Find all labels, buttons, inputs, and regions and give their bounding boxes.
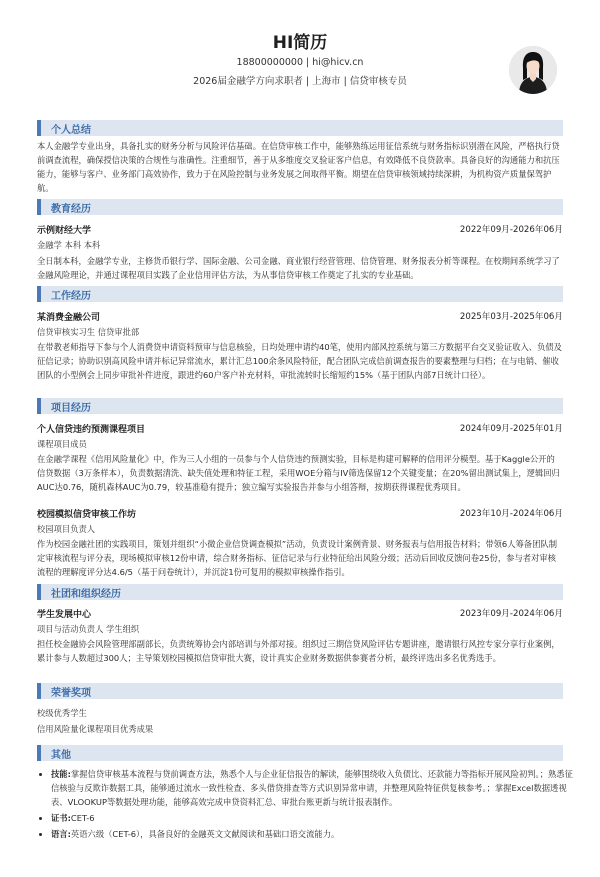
other-item-skills — [51, 767, 577, 809]
contact-line: 18800000000 | hi@hicv.cn — [236, 57, 364, 68]
other-item-certificates — [51, 811, 577, 825]
section-projects-header — [37, 398, 563, 414]
project-description: 在金融学课程《信用风险量化》中，作为三人小组的一员参与个人信贷违约预测实验，目标是构建可解释的信用评分模型。基于Kaggle公开的信贷数据（3万条样本），负责数据清洗、缺失值处理和特征工程，采用WOE分箱与IV筛选保留12个关键变量；在20%留出测试集上，逻辑回归AUC达0.76，随机森林AUC为0.79，较基准稳有提升；独立编写实验报告并参与小组答辩，按期获得课程优秀项目。 — [37, 454, 560, 492]
other-list — [37, 767, 577, 843]
section-title: 工作经历 — [51, 291, 91, 302]
section-other-header — [37, 745, 563, 761]
org-name: 学生发展中心 — [37, 610, 92, 620]
education-description: 全日制本科，金融学专业，主修货币银行学、国际金融、公司金融、商业银行经营管理、信贷管理、财务报表分析等课程。在校期间系统学习了金融风险理论，并通过课程项目实践了企业信用评估方法，为从事信贷审核工作奠定了扎实的专业基础。 — [37, 256, 560, 280]
work-company: 某消费金融公司 — [37, 313, 101, 323]
other-text: 英语六级（CET-6），具备良好的金融英文文献阅读和基础口语交流能力。 — [70, 829, 340, 839]
section-accent — [37, 683, 41, 699]
other-text: 掌握信贷审核基本流程与贷前调查方法，熟悉个人与企业征信报告的解读，能够围绕收入负债比、还款能力等指标开展风险初判。；熟悉征信核验与反欺诈数据工具，能够通过流水一致性检查、多头借贷排查等方式识别异常申请，并整理风险特征供复核参考。；掌握Excel数据透视表、VLOOKUP等数据处理功能，能够高效完成申贷资料汇总、审批台账更新与统计报表制作。 — [51, 769, 573, 807]
section-awards-header — [37, 683, 563, 699]
other-item-languages — [51, 827, 577, 841]
section-accent — [37, 398, 41, 414]
section-title: 其他 — [51, 750, 71, 761]
award-item: 校级优秀学生 — [37, 708, 87, 718]
award-item: 信用风险量化课程项目优秀成果 — [37, 724, 154, 734]
section-title: 荣誉奖项 — [51, 688, 91, 699]
project-name: 个人信贷违约预测课程项目 — [37, 425, 146, 435]
education-degree: 金融学 本科 本科 — [37, 240, 101, 250]
work-role: 信贷审核实习生 信贷审批部 — [37, 327, 140, 337]
section-accent — [37, 120, 41, 136]
project-description: 作为校园金融社团的实践项目，策划并组织“小微企业信贷调查模拟”活动，负责设计案例背景、财务报表与信用报告材料；带领6人筹备团队制定审核流程与评分表，现场模拟审核12份申请，综合财务指标、征信记录与行业特征给出风险分级；活动后回收反馈问卷25份，参与者对审核流程的理解度评分达4.6/5（基于问卷统计），并沉淀1份可复用的模拟审核操作指引。 — [37, 539, 557, 577]
other-text: CET-6 — [70, 813, 95, 823]
project-role: 课程项目成员 — [37, 439, 87, 449]
project-date: 2023年10月-2024年06月 — [459, 509, 563, 519]
section-work-header — [37, 286, 563, 302]
resume-header — [0, 0, 600, 118]
education-date: 2022年09月-2026年06月 — [459, 225, 563, 235]
project-date: 2024年09月-2025年01月 — [459, 424, 563, 434]
summary-text: 本人金融学专业出身，具备扎实的财务分析与风险评估基础。在信贷审核工作中，能够熟练运用征信系统与财务指标识别潜在风险，严格执行贷前调查流程，确保授信决策的合规性与准确性。注重细节，善于从多维度交叉验证客户信息，有效降低不良贷款率。具备良好的沟通能力和抗压能力，能够与客户、业务部门高效协作，致力于在风险控制与业务发展之间取得平衡。期望在信贷审核领域持续深耕，为机构资产质量保驾护航。 — [37, 141, 560, 193]
education-school: 示例财经大学 — [37, 226, 92, 236]
org-date: 2023年09月-2024年06月 — [459, 609, 563, 619]
section-accent — [37, 584, 41, 600]
other-label: 语言: — [51, 829, 71, 839]
section-org-header — [37, 584, 563, 600]
profile-photo — [509, 46, 557, 94]
intent-line: 2026届金融学方向求职者 | 上海市 | 信贷审核专员 — [193, 76, 407, 87]
section-accent — [37, 745, 41, 761]
org-description: 担任校金融协会风险管理部副部长，负责统筹协会内部培训与外部对接。组织过三期信贷风险评估专题讲座，邀请银行风控专家分享行业案例，累计参与人数超过300人；主导策划校园模拟信贷审批大赛，设计真实企业财务数据供参赛者分析，最终评选出多名优秀选手。 — [37, 639, 560, 663]
section-summary-header — [37, 120, 563, 136]
section-title: 项目经历 — [51, 403, 91, 414]
section-accent — [37, 199, 41, 215]
candidate-name: HI简历 — [272, 33, 328, 53]
other-label: 证书: — [51, 813, 71, 823]
other-label: 技能: — [51, 769, 71, 779]
project-role: 校园项目负责人 — [37, 524, 96, 534]
section-title: 社团和组织经历 — [51, 589, 121, 600]
work-date: 2025年03月-2025年06月 — [459, 312, 563, 322]
section-title: 教育经历 — [51, 204, 91, 215]
project-name: 校园模拟信贷审核工作坊 — [37, 510, 137, 520]
work-description: 在带教老师指导下参与个人消费贷申请资料预审与信息核验，日均处理申请约40笔，使用内部风控系统与第三方数据平台交叉验证收入、负债及征信记录；协助识别高风险申请并标记异常流水，累计汇总100余条风险特征，配合团队完成信前调查报告的要素整理与归档；在与电销、催收团队的小型例会上同步审批补件进度，跟进约60户客户补充材料，审批流转时长缩短约15%（基于团队内部7日统计口径）。 — [37, 342, 562, 380]
section-accent — [37, 286, 41, 302]
section-education-header — [37, 199, 563, 215]
org-role: 项目与活动负责人 学生组织 — [37, 624, 140, 634]
section-title: 个人总结 — [51, 125, 91, 136]
